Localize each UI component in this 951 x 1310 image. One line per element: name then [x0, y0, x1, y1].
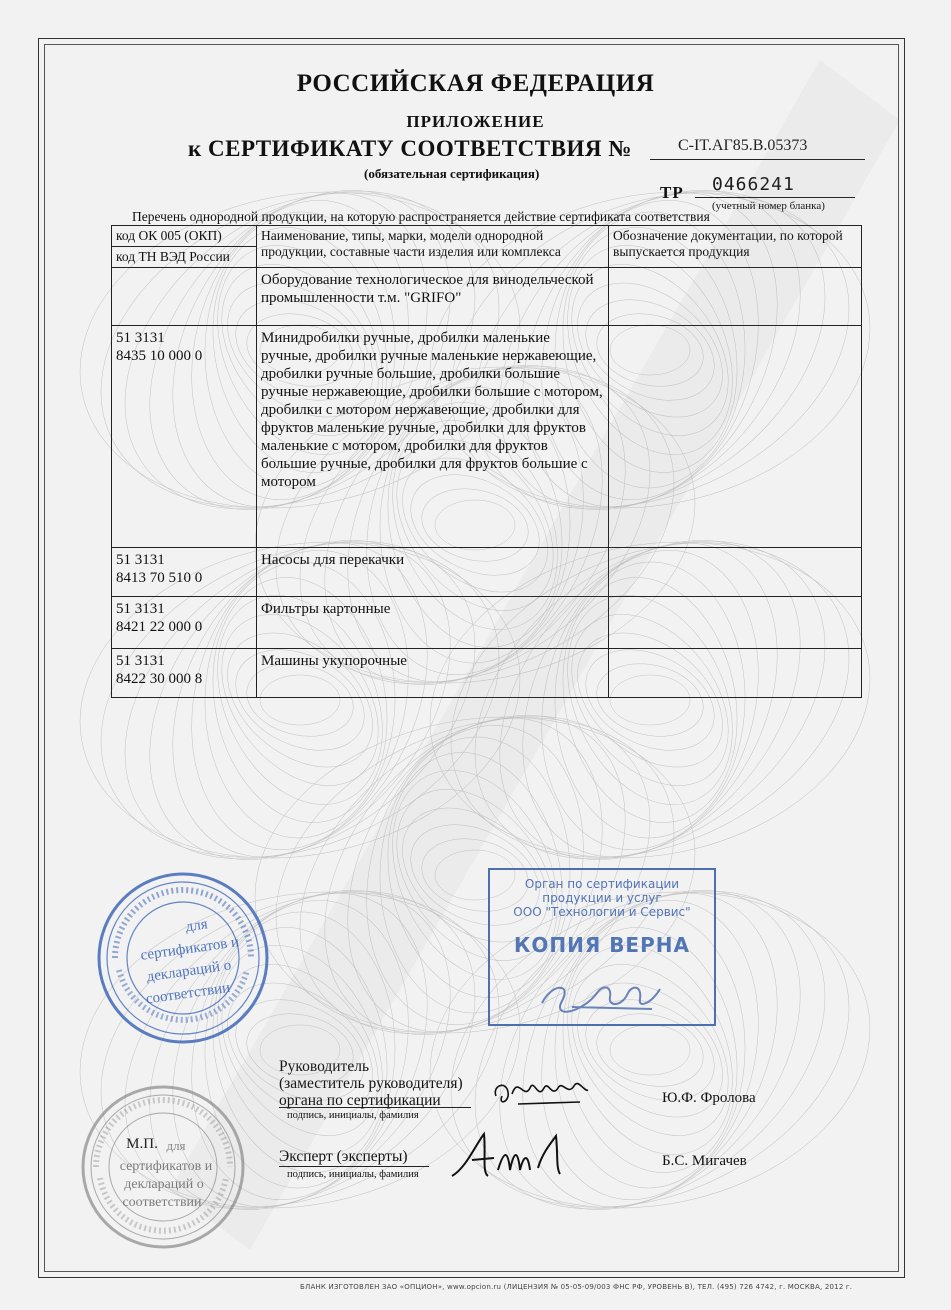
header-documentation: Обозначение документации, по которой выпускается продукция	[609, 226, 862, 268]
head-label-line1: Руководитель	[279, 1058, 370, 1075]
code-okp: 51 3131	[116, 601, 165, 617]
code-tnved: 8422 30 000 8	[116, 671, 203, 687]
stamp-line: соответствии	[122, 1195, 202, 1210]
row-product-name: Фильтры картонные	[257, 597, 609, 649]
code-okp: 51 3131	[116, 653, 165, 669]
blank-number: 0466241	[712, 174, 795, 195]
head-name: Ю.Ф. Фролова	[662, 1090, 756, 1106]
stamp-line: деклараций о	[145, 957, 233, 986]
stamp-line: сертификатов и	[139, 934, 241, 964]
tp-label: ТР	[660, 183, 684, 202]
stamp-box-line: продукции и услуг	[542, 891, 662, 905]
expert-caption: подпись, инициалы, фамилия	[287, 1169, 419, 1180]
code-tnved: 8421 22 000 0	[116, 619, 203, 635]
mandatory-certification-note: (обязательная сертификация)	[364, 166, 540, 181]
header-product-name: Наименование, типы, марки, модели однородной продукции, составные части изделия или комплекса	[257, 226, 609, 268]
certificate-number: C-IT.АГ85.В.05373	[678, 137, 808, 154]
head-label-line3: органа по сертификации	[279, 1092, 441, 1109]
header-code-okp: код ОК 005 (ОКП)	[112, 226, 256, 247]
header-code-tnved: код ТН ВЭД России	[116, 249, 230, 264]
stamp-line: для	[166, 1138, 186, 1153]
product-list-intro: Перечень однородной продукции, на которую распространяется действие сертификата соответствия	[132, 209, 710, 224]
mp-label: М.П.	[126, 1136, 158, 1152]
stamp-line: деклараций о	[124, 1177, 204, 1192]
expert-label: Эксперт (эксперты)	[279, 1148, 408, 1165]
row-product-name: Насосы для перекачки	[257, 548, 609, 597]
code-tnved: 8413 70 510 0	[116, 570, 203, 586]
code-okp: 51 3131	[116, 330, 165, 346]
code-tnved: 8435 10 000 0	[116, 348, 203, 364]
certificate-title: к СЕРТИФИКАТУ СООТВЕТСТВИЯ №	[188, 136, 632, 161]
stamp-box-line: ООО "Технологии и Сервис"	[513, 905, 691, 919]
expert-name: Б.С. Мигачев	[662, 1153, 747, 1169]
copy-certified-text: КОПИЯ ВЕРНА	[514, 933, 690, 957]
row-product-name: Машины укупорочные	[257, 649, 609, 698]
stamp-line: для	[184, 916, 209, 936]
stamp-box-line: Орган по сертификации	[524, 877, 680, 891]
appendix-title: ПРИЛОЖЕНИЕ	[406, 112, 545, 131]
blank-number-caption: (учетный номер бланка)	[712, 200, 825, 212]
head-label-line2: (заместитель руководителя)	[279, 1075, 463, 1092]
code-okp: 51 3131	[116, 552, 165, 568]
stamp-line: соответствии	[144, 979, 232, 1008]
stamp-line: сертификатов и	[119, 1159, 213, 1174]
row-product-name: Оборудование технологическое для винодельческой промышленности т.м. "GRIFO"	[257, 268, 609, 326]
footer-printer-info: БЛАНК ИЗГОТОВЛЕН ЗАО «ОПЦИОН», www.opcion.ru (ЛИЦЕНЗИЯ № 05-05-09/003 ФНС РФ, УРОВЕНЬ В), ТЕЛ. (495) 726 4742, г. МОСКВА, 2012 г.	[300, 1283, 853, 1291]
head-caption: подпись, инициалы, фамилия	[287, 1110, 419, 1121]
row-product-name: Минидробилки ручные, дробилки маленькие ручные, дробилки ручные маленькие нержавеющие, дробилки ручные большие, дробилки большие ручные нержавеющие, дробилки большие с мотором, дробилки с мотором нержавеющие, дробилки для фруктов маленькие ручные, дробилки для фруктов маленькие с мотором, дробилки для фруктов большие ручные, дробилки для фруктов большие с мотором	[257, 326, 609, 548]
country-title: РОССИЙСКАЯ ФЕДЕРАЦИЯ	[296, 70, 655, 97]
